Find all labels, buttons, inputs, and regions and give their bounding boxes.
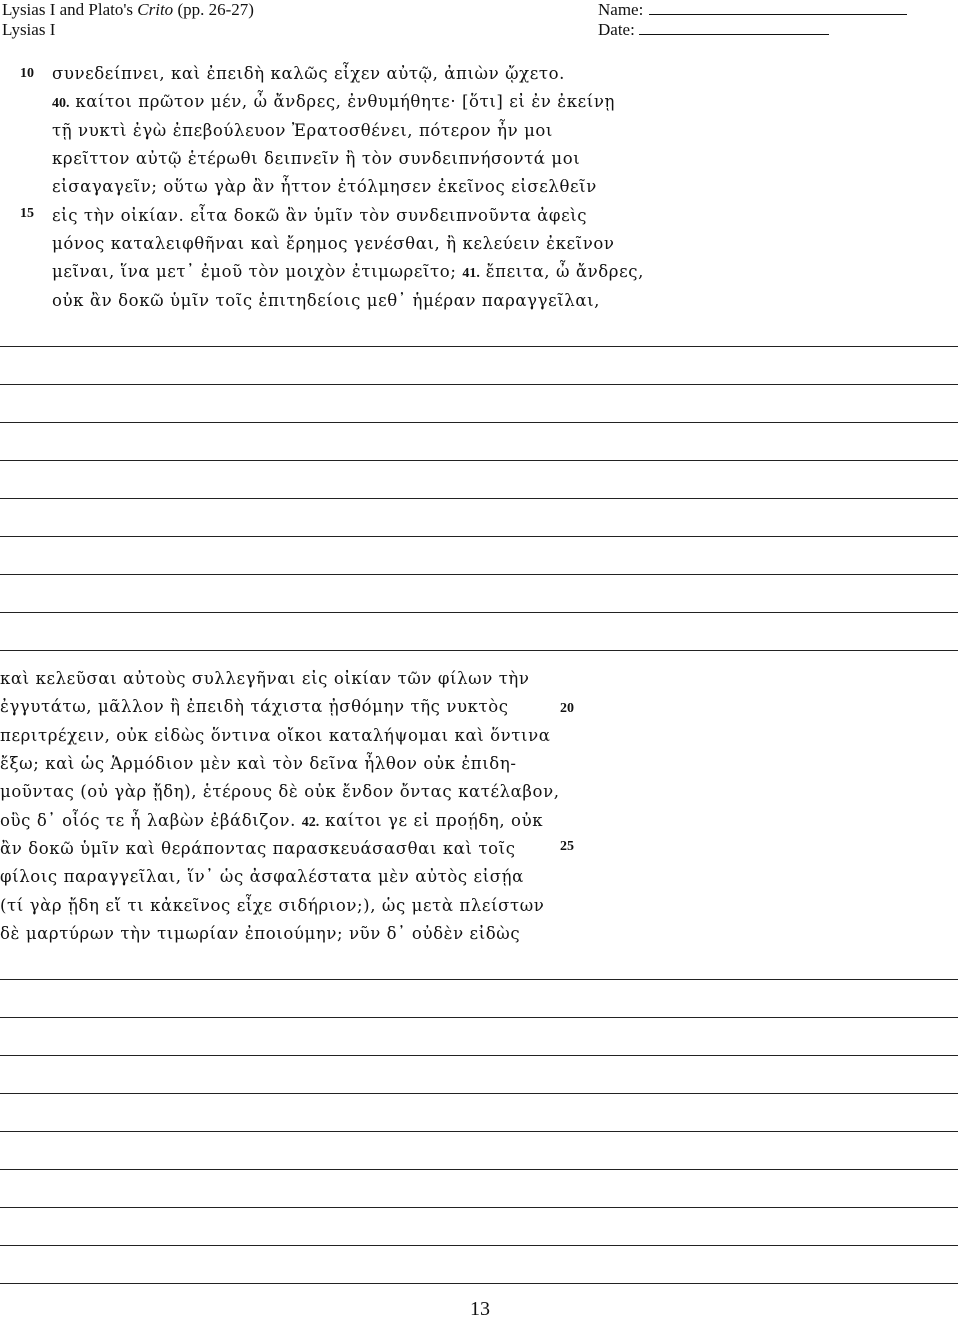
greek-text-line: φίλοις παραγγεῖλαι, ἵν᾽ ὡς ἀσφαλέστατα μὲν αὐτὸς εἰσῄα <box>0 867 524 886</box>
greek-text-line: 40. καίτοι πρῶτον μέν, ὦ ἄνδρες, ἐνθυμήθητε· [ὅτι] εἰ ἐν ἐκείνῃ <box>52 92 615 111</box>
writing-line[interactable] <box>0 1017 958 1018</box>
greek-text-line: εἰσαγαγεῖν; οὕτω γὰρ ἂν ἧττον ἐτόλμησεν ἐκεῖνος εἰσελθεῖν <box>52 177 597 196</box>
greek-text-line: συνεδείπνει, καὶ ἐπειδὴ καλῶς εἶχεν αὐτῷ, ἀπιὼν ᾤχετο. <box>52 64 565 83</box>
greek-text-line: ἂν δοκῶ ὑμῖν καὶ θεράποντας παρασκευάσασθαι καὶ τοῖς <box>0 839 516 858</box>
greek-text-line: δὲ μαρτύρων τὴν τιμωρίαν ἐποιούμην; νῦν δ᾽ οὐδὲν εἰδὼς <box>0 924 521 943</box>
section-number: 40. <box>52 96 70 111</box>
line-number: 25 <box>560 839 574 854</box>
greek-text-line: καὶ κελεῦσαι αὐτοὺς συλλεγῆναι εἰς οἰκίαν τῶν φίλων τὴν <box>0 669 530 688</box>
writing-line[interactable] <box>0 574 958 575</box>
greek-text-line: μεῖναι, ἵνα μετ᾽ ἐμοῦ τὸν μοιχὸν ἐτιμωρεῖτο; 41. ἔπειτα, ὦ ἄνδρες, <box>52 262 644 281</box>
greek-text-line: ἐγγυτάτω, μᾶλλον ἢ ἐπειδὴ τάχιστα ᾐσθόμην τῆς νυκτὸς <box>0 697 509 716</box>
writing-line[interactable] <box>0 979 958 980</box>
writing-line[interactable] <box>0 1245 958 1246</box>
date-blank-line[interactable] <box>639 20 829 35</box>
page-number: 13 <box>470 1298 490 1320</box>
greek-text-line: μόνος καταλειφθῆναι καὶ ἔρημος γενέσθαι, ἢ κελεύειν ἐκεῖνον <box>52 234 615 253</box>
line-number: 10 <box>20 66 34 81</box>
writing-line[interactable] <box>0 1207 958 1208</box>
name-blank-line[interactable] <box>649 0 907 15</box>
writing-line[interactable] <box>0 612 958 613</box>
greek-text-line: τῇ νυκτὶ ἐγὼ ἐπεβούλευον Ἐρατοσθένει, πότερον ἦν μοι <box>52 121 553 140</box>
greek-text-line: περιτρέχειν, οὐκ εἰδὼς ὅντινα οἴκοι καταλήψομαι καὶ ὅντινα <box>0 726 551 745</box>
writing-line[interactable] <box>0 346 958 347</box>
section-number: 41. <box>462 266 480 281</box>
writing-line[interactable] <box>0 422 958 423</box>
writing-line[interactable] <box>0 384 958 385</box>
worksheet-title: Lysias I and Plato's Crito (pp. 26-27) <box>2 0 254 19</box>
greek-text-line: εἰς τὴν οἰκίαν. εἶτα δοκῶ ἂν ὑμῖν τὸν συνδειπνοῦντα ἀφεὶς <box>52 206 588 225</box>
writing-line[interactable] <box>0 460 958 461</box>
writing-line[interactable] <box>0 1283 958 1284</box>
line-number: 15 <box>20 206 34 221</box>
writing-line[interactable] <box>0 536 958 537</box>
date-label: Date: <box>598 20 635 39</box>
name-label: Name: <box>598 0 644 19</box>
date-field[interactable] <box>598 20 829 40</box>
greek-text-line: (τί γὰρ ᾔδη εἴ τι κἀκεῖνος εἶχε σιδήριον;), ὡς μετὰ πλείστων <box>0 896 545 915</box>
greek-text-line: οὐκ ἂν δοκῶ ὑμῖν τοῖς ἐπιτηδείοις μεθ᾽ ἡμέραν παραγγεῖλαι, <box>52 291 601 310</box>
writing-line[interactable] <box>0 1169 958 1170</box>
writing-line[interactable] <box>0 498 958 499</box>
greek-text-line: κρεῖττον αὐτῷ ἑτέρωθι δειπνεῖν ἢ τὸν συνδειπνήσοντά μοι <box>52 149 581 168</box>
worksheet-subtitle: Lysias I <box>2 20 56 39</box>
writing-line[interactable] <box>0 650 958 651</box>
line-number: 20 <box>560 701 574 716</box>
greek-text-line: μοῦντας (οὐ γὰρ ᾔδη), ἑτέρους δὲ οὐκ ἔνδον ὄντας κατέλαβον, <box>0 782 560 801</box>
writing-line[interactable] <box>0 1131 958 1132</box>
name-field[interactable] <box>598 0 907 20</box>
section-number: 42. <box>301 815 320 830</box>
greek-text-line: ἔξω; καὶ ὡς Ἁρμόδιον μὲν καὶ τὸν δεῖνα ἦλθον οὐκ ἐπιδη- <box>0 754 517 773</box>
writing-line[interactable] <box>0 1055 958 1056</box>
writing-line[interactable] <box>0 1093 958 1094</box>
greek-text-line: οὓς δ᾽ οἷός τε ἦ λαβὼν ἐβάδιζον. 42. καίτοι γε εἰ προῄδη, οὐκ <box>0 811 544 830</box>
